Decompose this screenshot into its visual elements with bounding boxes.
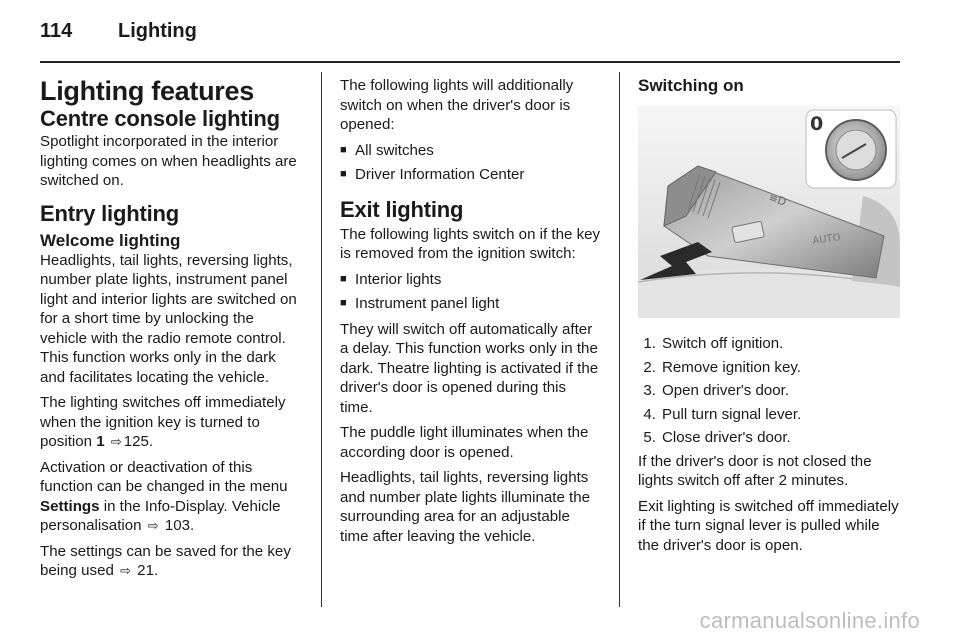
position-number: 1 bbox=[96, 433, 105, 450]
puddle-light-text: The puddle light illuminates when the according door is opened. bbox=[340, 424, 589, 461]
page-reference-icon[interactable]: ⇨ bbox=[147, 518, 159, 533]
door-not-closed-text: If the driver's door is not closed the lights switch off after 2 minutes. bbox=[638, 452, 872, 489]
list-item: 1 . Switch off ignition. bbox=[638, 334, 900, 354]
column-left bbox=[40, 76, 302, 587]
key-settings-paragraph: The settings can be saved for the key being used ⇨ 21. bbox=[40, 542, 291, 579]
page-reference[interactable]: 21. bbox=[137, 562, 159, 579]
entry-lighting-heading: Entry lighting bbox=[40, 200, 179, 226]
list-item: ■ Interior lights bbox=[340, 270, 602, 290]
ignition-paragraph: The lighting switches off immediately when the ignition key is turned to position 1 ⇨ 125. bbox=[40, 394, 286, 450]
column-middle bbox=[340, 76, 602, 552]
list-item: 3 . Open driver's door. bbox=[638, 381, 900, 401]
section-name: Lighting bbox=[118, 20, 197, 42]
svg-text:≡D: ≡D bbox=[766, 190, 789, 209]
column-divider bbox=[321, 72, 322, 607]
header-rule bbox=[40, 61, 900, 63]
column-divider bbox=[619, 72, 620, 607]
page-header bbox=[40, 20, 197, 44]
page-reference[interactable]: 103. bbox=[164, 517, 195, 534]
exit-off-text: Exit lighting is switched off immediately if the turn signal lever is pulled while the driver's door is open. bbox=[638, 497, 899, 554]
list-item: 2 . Remove ignition key. bbox=[638, 358, 900, 378]
list-item: ■ Instrument panel light bbox=[340, 294, 602, 314]
welcome-lighting-heading: Welcome lighting bbox=[40, 230, 181, 250]
page-reference-icon[interactable]: ⇨ bbox=[120, 563, 131, 578]
switching-on-heading: Switching on bbox=[638, 76, 744, 95]
door-lights-list bbox=[340, 141, 602, 185]
dial-position-label: 0 bbox=[810, 113, 824, 135]
list-item: 5 . Close driver's door. bbox=[638, 428, 900, 448]
page-reference-icon[interactable]: ⇨ bbox=[110, 434, 122, 449]
column-right bbox=[638, 76, 900, 561]
exit-area-text: Headlights, tail lights, reversing lights and number plate lights illuminate the surrounding area for an adjustable time after leaving the vehicle. bbox=[340, 469, 591, 545]
door-lights-intro: The following lights will additionally switch on when the driver's door is opened: bbox=[340, 77, 574, 133]
turn-signal-lever-illustration bbox=[638, 106, 900, 318]
list-item: ■ Driver Information Center bbox=[340, 165, 602, 185]
switching-on-steps bbox=[638, 334, 900, 448]
centre-console-text: Spotlight incorporated in the interior lighting comes on when headlights are switched on. bbox=[40, 133, 297, 189]
list-item: ■ All switches bbox=[340, 141, 602, 161]
exit-lighting-heading: Exit lighting bbox=[340, 196, 464, 222]
exit-lighting-intro: The following lights switch on if the key is removed from the ignition switch: bbox=[340, 225, 601, 262]
settings-menu-name: Settings bbox=[40, 497, 100, 515]
exit-delay-text: They will switch off automatically after a delay. This function works only in the dark. Theatre lighting is activated if the driver's door is opened during this time. bbox=[340, 320, 599, 416]
page-reference[interactable]: 125. bbox=[123, 433, 154, 450]
settings-paragraph: Activation or deactivation of this function can be changed in the menu Settings in the Info-Display. Vehicle personalisation ⇨ 103. bbox=[40, 458, 288, 534]
watermark: carmanualsonline.info bbox=[699, 608, 920, 633]
svg-text:AUTO: AUTO bbox=[811, 232, 842, 247]
page-number: 114 bbox=[40, 20, 73, 42]
exit-lights-list bbox=[340, 270, 602, 314]
centre-console-heading: Centre console lighting bbox=[40, 106, 280, 131]
page-title: Lighting features bbox=[40, 76, 254, 106]
welcome-lighting-text: Headlights, tail lights, reversing lights, number plate lights, instrument panel light and interior lights are switched on for a short time by unlocking the vehicle with the radio remote control. This function works only in the dark and facilitates locating the vehicle. bbox=[40, 251, 297, 386]
list-item: 4 . Pull turn signal lever. bbox=[638, 405, 900, 425]
